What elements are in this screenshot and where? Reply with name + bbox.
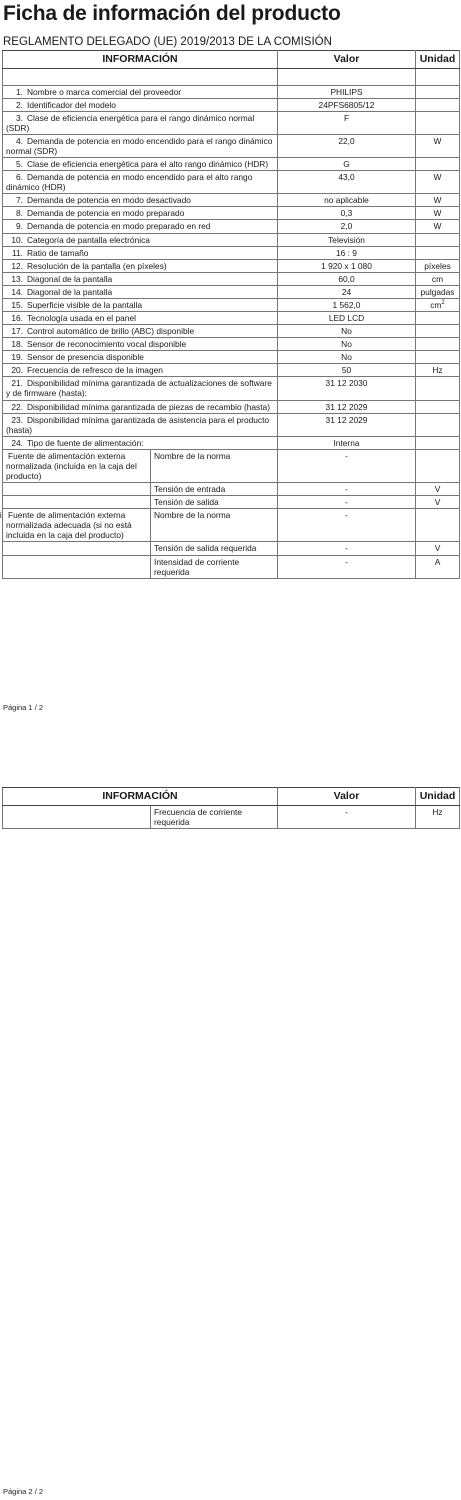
row-unit: W — [416, 220, 460, 233]
row-label: 16. Tecnología usada en el panel — [3, 312, 278, 325]
table-row — [3, 542, 460, 555]
row-unit: V — [416, 483, 460, 496]
row-unit — [416, 233, 460, 246]
row-label: Tensión de salida requerida — [151, 542, 278, 555]
row-value: 31 12 2029 — [278, 413, 416, 436]
row-label: Tensión de entrada — [151, 483, 278, 496]
row-unit: W — [416, 207, 460, 220]
row-label: 8. Demanda de potencia en modo preparado — [3, 207, 278, 220]
table-row — [3, 158, 460, 171]
row-unit — [416, 351, 460, 364]
row-value: Interna — [278, 436, 416, 449]
product-info-table-page-2 — [2, 787, 460, 829]
row-unit: píxeles — [416, 259, 460, 272]
row-value: - — [278, 509, 416, 542]
row-unit: V — [416, 542, 460, 555]
row-value: 1 562,0 — [278, 298, 416, 311]
page-1 — [0, 0, 461, 720]
row-unit — [416, 98, 460, 111]
row-value: - — [278, 805, 416, 828]
table-row — [3, 325, 460, 338]
table-row — [3, 134, 460, 157]
row-value: 2,0 — [278, 220, 416, 233]
row-value: 24PFS6805/12 — [278, 98, 416, 111]
table-row — [3, 194, 460, 207]
row-unit — [416, 509, 460, 542]
row-value: 24 — [278, 285, 416, 298]
table-row — [3, 555, 460, 578]
row-value: 16 : 9 — [278, 246, 416, 259]
row-value: No — [278, 351, 416, 364]
row-unit: $cm^2$ — [416, 298, 460, 311]
table-row — [3, 436, 460, 449]
document-subtitle: REGLAMENTO DELEGADO (UE) 2019/2013 DE LA COMISIÓN — [3, 36, 332, 48]
column-header-valor: Valor — [278, 51, 416, 69]
product-info-table — [2, 50, 460, 579]
row-unit — [416, 436, 460, 449]
table-header — [3, 788, 460, 806]
row-label: 15. Superficie visible de la pantalla — [3, 298, 278, 311]
row-label: 1. Nombre o marca comercial del proveedor — [3, 85, 278, 98]
row-unit — [416, 312, 460, 325]
table-row — [3, 413, 460, 436]
table-row — [3, 233, 460, 246]
row-value: F — [278, 111, 416, 134]
table-row — [3, 377, 460, 400]
column-header-unidad: Unidad — [416, 788, 460, 806]
table-row — [3, 400, 460, 413]
page-number-2: Página 2 / 2 — [3, 1487, 44, 1496]
row-label: 10. Categoría de pantalla electrónica — [3, 233, 278, 246]
row-unit: Hz — [416, 805, 460, 828]
document-title: Ficha de información del producto — [3, 2, 341, 25]
row-unit — [416, 85, 460, 98]
row-label: 11. Ratio de tamaño — [3, 246, 278, 259]
column-header-unidad: Unidad — [416, 51, 460, 69]
row-label: 12. Resolución de la pantalla (en píxeles) — [3, 259, 278, 272]
table-row — [3, 171, 460, 194]
row-value: - — [278, 483, 416, 496]
row-unit — [416, 246, 460, 259]
table-row — [3, 449, 460, 482]
table-row — [3, 509, 460, 542]
row-unit — [416, 413, 460, 436]
table-row — [3, 272, 460, 285]
table-row — [3, 351, 460, 364]
table-row — [3, 207, 460, 220]
row-label: 20. Frecuencia de refresco de la imagen — [3, 364, 278, 377]
row-value: 0,3 — [278, 207, 416, 220]
row-label: 22. Disponibilidad mínima garantizada de piezas de recambio (hasta) — [3, 400, 278, 413]
table-row — [3, 298, 460, 311]
row-unit — [416, 325, 460, 338]
row-unit — [416, 338, 460, 351]
row-label: Tensión de salida — [151, 496, 278, 509]
psu-section — [3, 449, 460, 578]
row-unit — [416, 400, 460, 413]
row-label: 17. Control automático de brillo (ABC) disponible — [3, 325, 278, 338]
page-number-1: Página 1 / 2 — [3, 703, 44, 712]
row-label: 4. Demanda de potencia en modo encendido para el rango dinámico normal (SDR) — [3, 134, 278, 157]
row-value: No — [278, 338, 416, 351]
row-value: PHILIPS — [278, 85, 416, 98]
row-label: Nombre de la norma — [151, 509, 278, 542]
row-value: 60,0 — [278, 272, 416, 285]
column-header-valor: Valor — [278, 788, 416, 806]
row-value: 31 12 2029 — [278, 400, 416, 413]
row-label: Nombre de la norma — [151, 449, 278, 482]
column-header-info: INFORMACIÓN — [3, 51, 278, 69]
table-row — [3, 338, 460, 351]
row-value: - — [278, 542, 416, 555]
row-unit: A — [416, 555, 460, 578]
row-label: 7. Demanda de potencia en modo desactivado — [3, 194, 278, 207]
row-value: G — [278, 158, 416, 171]
table-row — [3, 111, 460, 134]
table-row — [3, 246, 460, 259]
row-label: 24. Tipo de fuente de alimentación: — [3, 436, 278, 449]
row-unit — [416, 449, 460, 482]
blank-row — [3, 68, 460, 85]
row-value: No — [278, 325, 416, 338]
psu-ii-label: Fuente de alimentación externa normalizada adecuada (si no está incluida en la caja del producto) — [3, 509, 151, 542]
row-value: 22,0 — [278, 134, 416, 157]
psu-i-label: Fuente de alimentación externa normalizada (incluida en la caja del producto) — [3, 449, 151, 482]
row-label: 23. Disponibilidad mínima garantizada de asistencia para el producto (hasta) — [3, 413, 278, 436]
row-value: - — [278, 496, 416, 509]
row-label: 9. Demanda de potencia en modo preparado en red — [3, 220, 278, 233]
row-unit — [416, 377, 460, 400]
row-unit — [416, 111, 460, 134]
table-body — [3, 68, 460, 449]
row-label: 21. Disponibilidad mínima garantizada de actualizaciones de software y de firmware (hasta): — [3, 377, 278, 400]
table-row — [3, 259, 460, 272]
table-row — [3, 285, 460, 298]
column-header-info: INFORMACIÓN — [3, 788, 278, 806]
table-header — [3, 51, 460, 69]
row-value: - — [278, 449, 416, 482]
row-value: 31 12 2030 — [278, 377, 416, 400]
row-label: 13. Diagonal de la pantalla — [3, 272, 278, 285]
row-unit: W — [416, 171, 460, 194]
row-unit: Hz — [416, 364, 460, 377]
table-row — [3, 312, 460, 325]
row-label: 18. Sensor de reconocimiento vocal disponible — [3, 338, 278, 351]
row-value: 1 920 x 1 080 — [278, 259, 416, 272]
row-value: 43,0 — [278, 171, 416, 194]
row-unit: W — [416, 194, 460, 207]
table-row — [3, 85, 460, 98]
row-value: Televisión — [278, 233, 416, 246]
table-row — [3, 805, 460, 828]
row-label: 5. Clase de eficiencia energética para el alto rango dinámico (HDR) — [3, 158, 278, 171]
table-row — [3, 483, 460, 496]
row-unit: W — [416, 134, 460, 157]
row-value: 50 — [278, 364, 416, 377]
table-row — [3, 220, 460, 233]
row-label: 14. Diagonal de la pantalla — [3, 285, 278, 298]
row-label: 3. Clase de eficiencia energética para el rango dinámico normal (SDR) — [3, 111, 278, 134]
row-unit: cm — [416, 272, 460, 285]
row-label: Frecuencia de corriente requerida — [151, 805, 278, 828]
row-unit: V — [416, 496, 460, 509]
row-unit — [416, 158, 460, 171]
table-row — [3, 98, 460, 111]
row-label: Intensidad de corriente requerida — [151, 555, 278, 578]
row-value: LED LCD — [278, 312, 416, 325]
row-label: 2. Identificador del modelo — [3, 98, 278, 111]
row-value: no aplicable — [278, 194, 416, 207]
table-row — [3, 496, 460, 509]
table-row — [3, 364, 460, 377]
row-label: 6. Demanda de potencia en modo encendido para el alto rango dinámico (HDR) — [3, 171, 278, 194]
row-unit: pulgadas — [416, 285, 460, 298]
row-value: - — [278, 555, 416, 578]
row-label: 19. Sensor de presencia disponible — [3, 351, 278, 364]
